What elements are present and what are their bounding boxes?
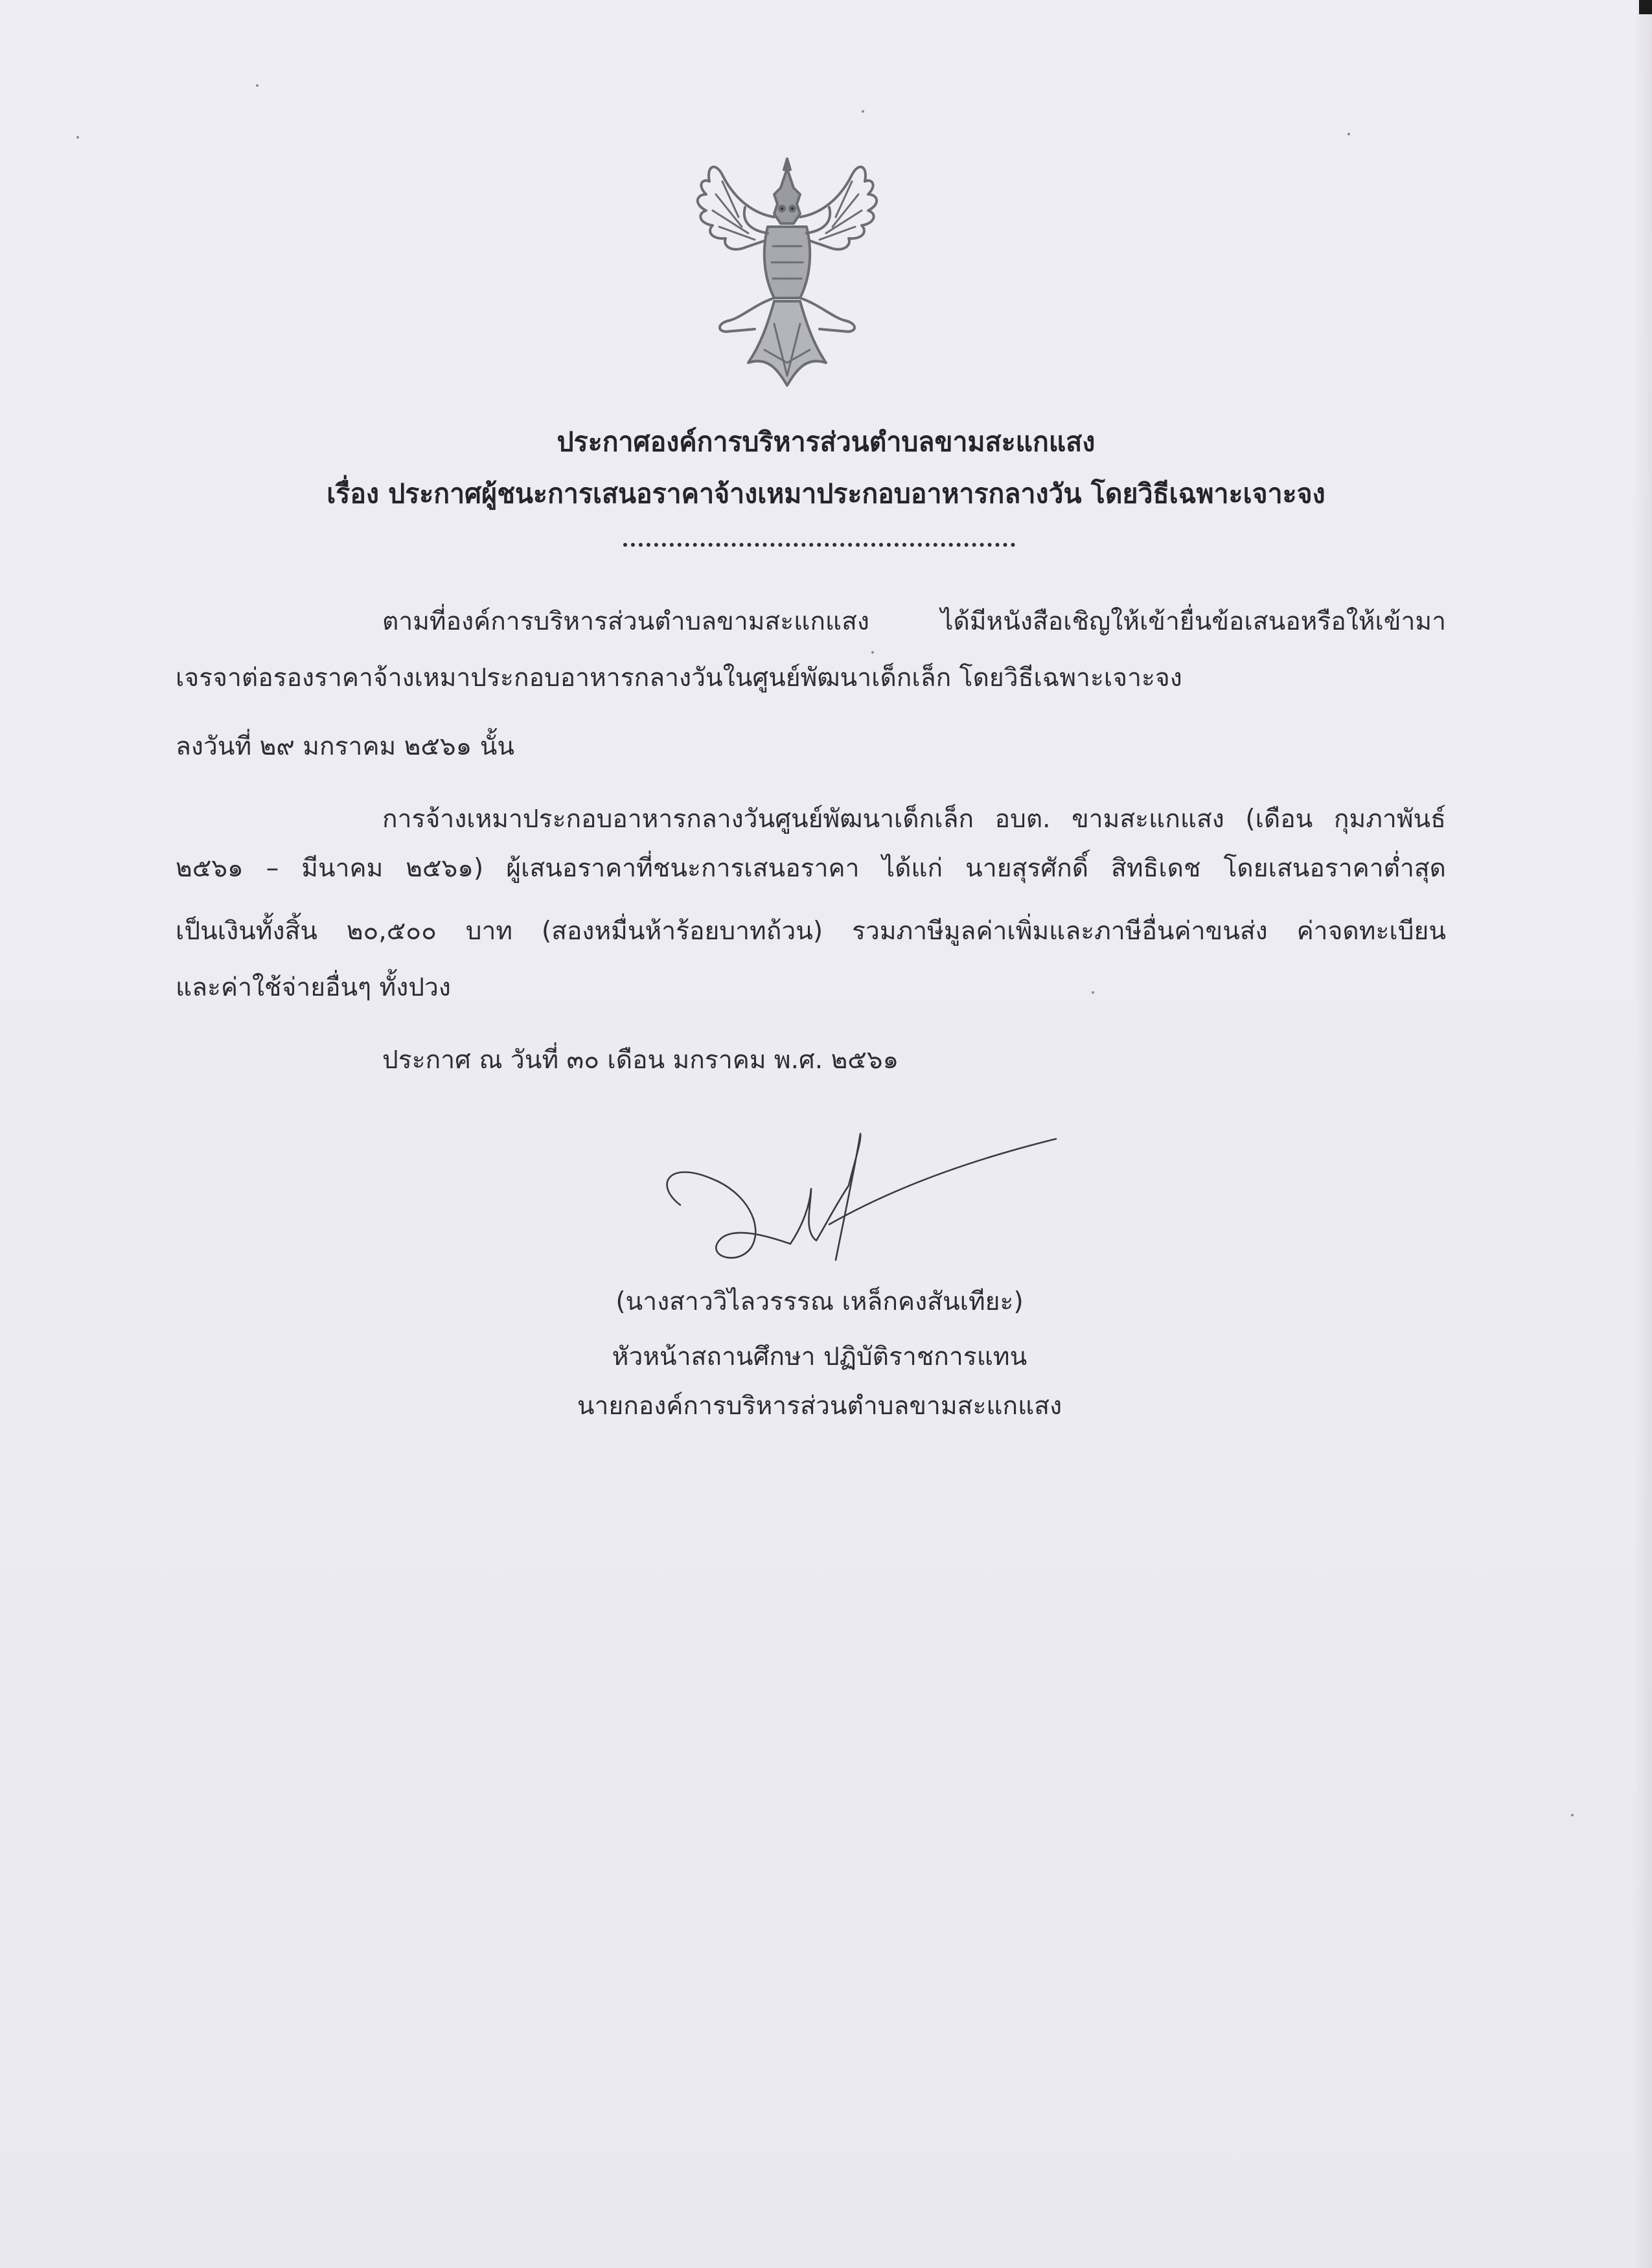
paragraph-1-line-3: ลงวันที่ ๒๙ มกราคม ๒๕๖๑ นั้น (176, 732, 515, 761)
signer-position-line-1: หัวหน้าสถานศึกษา ปฏิบัติราชการแทน (612, 1342, 1027, 1371)
announcement-title: ประกาศองค์การบริหารส่วนตำบลขามสะแกแสง (556, 426, 1096, 457)
scan-speck (862, 110, 864, 113)
garuda-emblem-icon (677, 155, 897, 395)
scan-speck (1348, 133, 1350, 135)
paragraph-2-line-3: เป็นเงินทั้งสิ้น ๒๐,๕๐๐ บาท (สองหมื่นห้าร้อยบาทถ้วน) รวมภาษีมูลค่าเพิ่มและภาษีอื่นค่าขนส่ง ค่าจดทะเบียน (176, 917, 1446, 946)
dotted-divider (623, 543, 1015, 547)
scan-speck (871, 651, 874, 654)
scan-speck (1571, 1814, 1574, 1816)
announcement-date: ประกาศ ณ วันที่ ๓๐ เดือน มกราคม พ.ศ. ๒๕๖๑ (382, 1046, 899, 1075)
scan-edge-shadow (1634, 0, 1652, 2268)
scan-speck (1092, 991, 1094, 994)
handwritten-signature-icon (641, 1127, 1062, 1276)
signer-name: (นางสาววิไลวรรรณ เหล็กคงสันเทียะ) (615, 1287, 1024, 1316)
paragraph-1-line-1: ตามที่องค์การบริหารส่วนตำบลขามสะแกแสง ได้มีหนังสือเชิญให้เข้ายื่นข้อเสนอหรือให้เข้ามา (382, 607, 1446, 636)
signer-position-line-2: นายกองค์การบริหารส่วนตำบลขามสะแกแสง (577, 1392, 1062, 1421)
paragraph-2-line-1: การจ้างเหมาประกอบอาหารกลางวันศูนย์พัฒนาเด็กเล็ก อบต. ขามสะแกแสง (เดือน กุมภาพันธ์ (382, 805, 1446, 834)
paragraph-2-line-2: ๒๕๖๑ – มีนาคม ๒๕๖๑) ผู้เสนอราคาที่ชนะการเสนอราคา ได้แก่ นายสุรศักดิ์ สิทธิเดช โดยเสนอราคาต่ำสุด (176, 854, 1446, 883)
scan-speck (76, 136, 79, 139)
paragraph-2-line-4: และค่าใช้จ่ายอื่นๆ ทั้งปวง (176, 973, 451, 1002)
paragraph-1-line-2: เจรจาต่อรองราคาจ้างเหมาประกอบอาหารกลางวันในศูนย์พัฒนาเด็กเล็ก โดยวิธีเฉพาะเจาะจง (176, 663, 1182, 693)
announcement-subject: เรื่อง ประกาศผู้ชนะการเสนอราคาจ้างเหมาประกอบอาหารกลางวัน โดยวิธีเฉพาะเจาะจง (327, 478, 1325, 509)
scan-speck (256, 84, 258, 87)
scan-corner-mark (1639, 0, 1652, 14)
